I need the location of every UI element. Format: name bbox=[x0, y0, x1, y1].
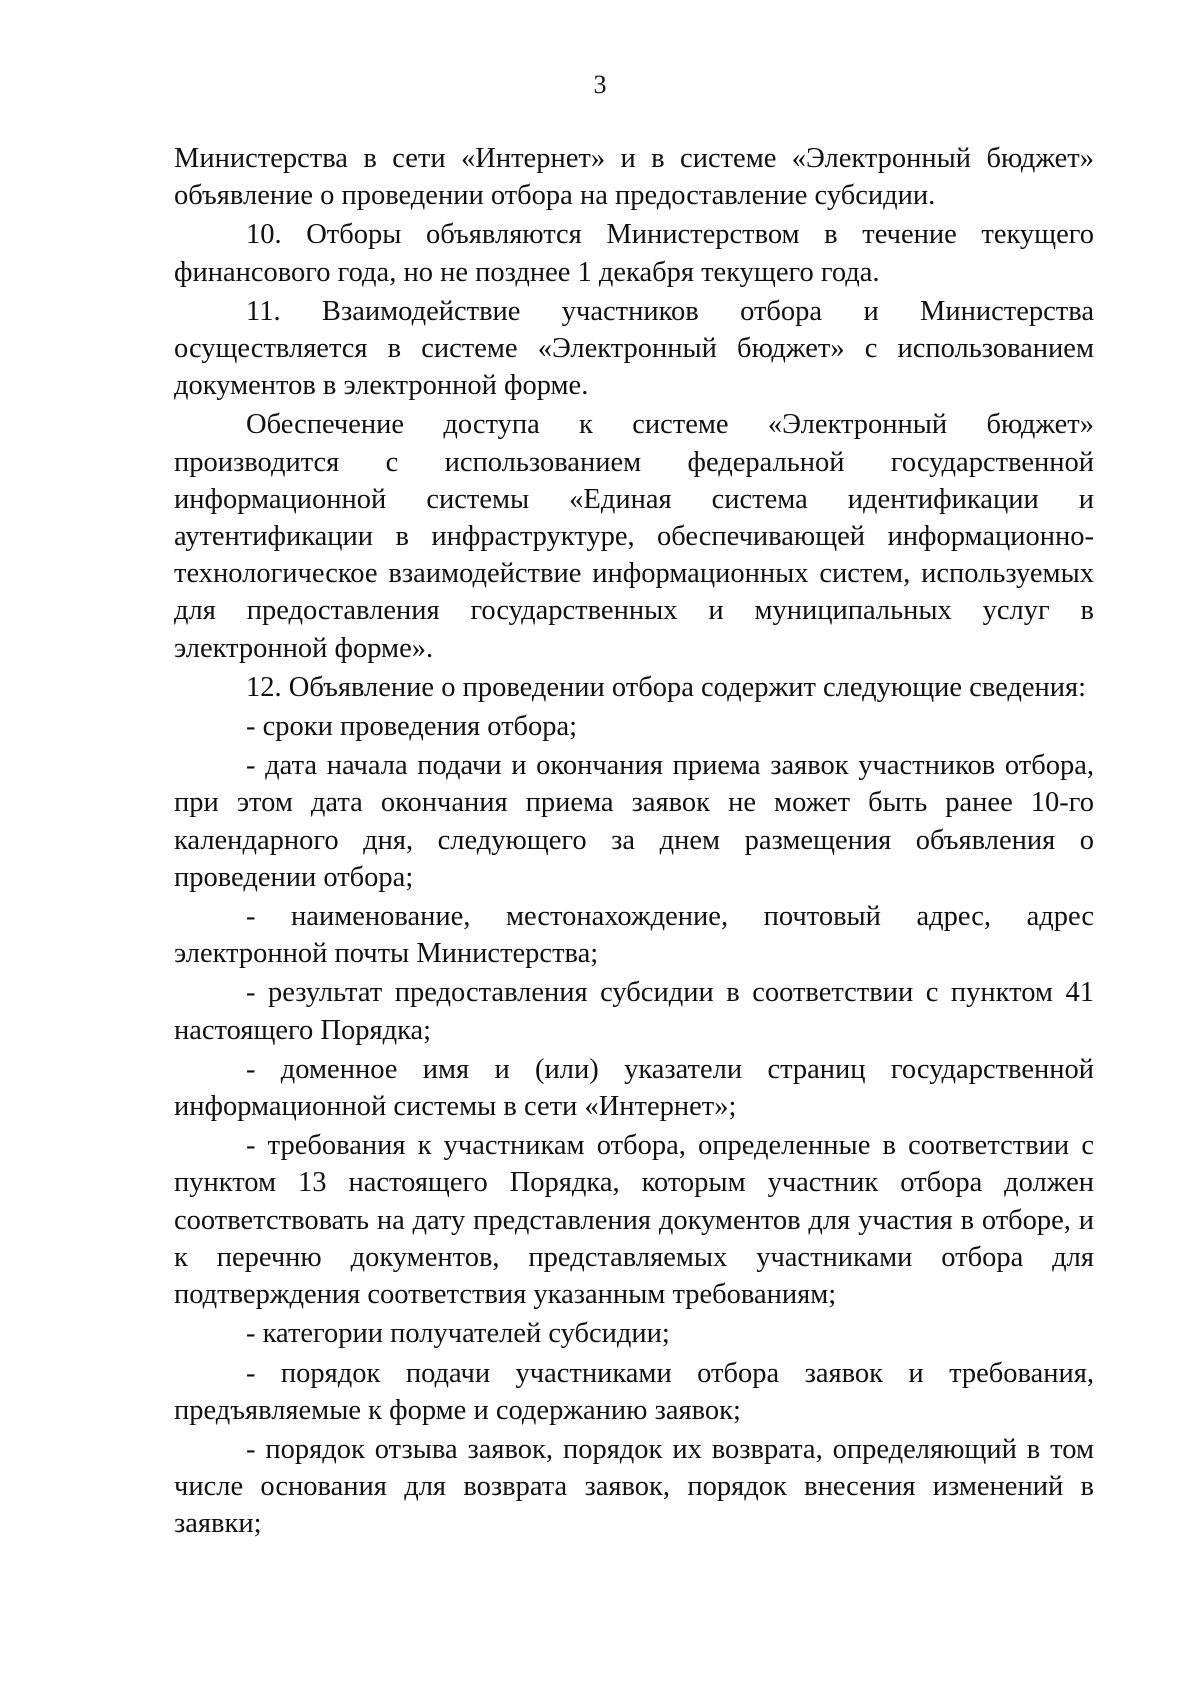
paragraph-12: 12. Объявление о проведении отбора содержит следующие сведения: bbox=[246, 671, 1087, 703]
document-body bbox=[174, 140, 1094, 1543]
list-item: - порядок подачи участниками отбора заявок и требования, предъявляемые к форме и содержанию заявок; bbox=[174, 1357, 1094, 1426]
paragraph-11: 11. Взаимодействие участников отбора и Министерства осуществляется в системе «Электронный бюджет» с использованием документов в электронной форме. bbox=[174, 295, 1094, 402]
list-item: - дата начала подачи и окончания приема заявок участников отбора, при этом дата окончания приема заявок не может быть ранее 10-го календарного дня, следующего за днем размещения объявления о проведении отбора; bbox=[174, 750, 1094, 893]
list-item: - наименование, местонахождение, почтовый адрес, адрес электронной почты Министерства; bbox=[174, 901, 1094, 970]
list-item: - доменное имя и (или) указатели страниц государственной информационной системы в сети «Интернет»; bbox=[174, 1053, 1094, 1123]
paragraph-10: 10. Отборы объявляются Министерством в течение текущего финансового года, но не позднее 1 декабря текущего года. bbox=[174, 219, 1094, 288]
page-number: 3 bbox=[593, 70, 607, 99]
list-item: - требования к участникам отбора, определенные в соответствии с пунктом 13 настоящего Порядка, которым участник отбора должен соответствовать на дату представления документов для участия в отборе, и к перечню документов, представляемых участниками отбора для подтверждения соответствия указанным требованиям; bbox=[174, 1130, 1094, 1311]
list-item: - категории получателей субсидии; bbox=[246, 1318, 670, 1350]
list-item: - сроки проведения отбора; bbox=[246, 711, 578, 743]
paragraph-continuation: Министерства в сети «Интернет» и в системе «Электронный бюджет» объявление о проведении отбора на предоставление субсидии. bbox=[174, 143, 1094, 212]
list-item: - порядок отзыва заявок, порядок их возврата, определяющий в том числе основания для возврата заявок, порядок внесения изменений в заявки; bbox=[174, 1433, 1094, 1540]
paragraph-access: Обеспечение доступа к системе «Электронный бюджет» производится с использованием федеральной государственной информационной системы «Единая система идентификации и аутентификации в инфраструктуре, обеспечивающей информационно-технологическое взаимодействие информационных систем, используемых для предоставления государственных и муниципальных услуг в электронной форме». bbox=[174, 409, 1094, 664]
list-item: - результат предоставления субсидии в соответствии с пунктом 41 настоящего Порядка; bbox=[174, 977, 1094, 1046]
